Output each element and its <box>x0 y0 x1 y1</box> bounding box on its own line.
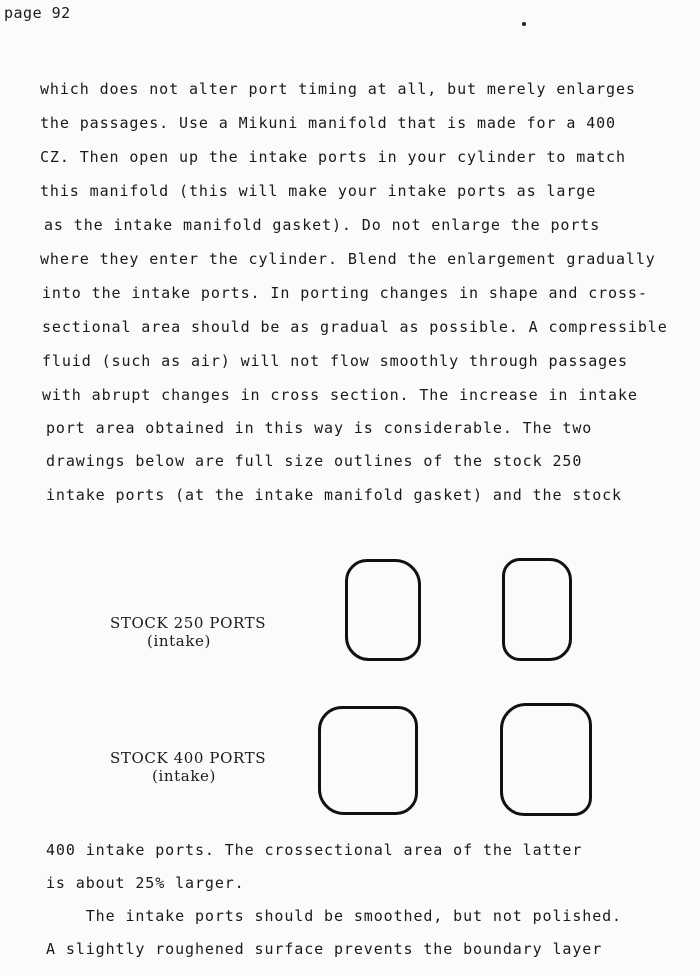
page-number: page 92 <box>4 4 71 22</box>
stock-250-label: STOCK 250 PORTS <box>110 614 267 632</box>
text-line: port area obtained in this way is considerable. The two <box>46 419 593 437</box>
stock-400-label: STOCK 400 PORTS <box>110 749 267 767</box>
text-line: where they enter the cylinder. Blend the enlargement gradually <box>40 250 656 268</box>
text-line: is about 25% larger. <box>46 874 245 892</box>
text-line: CZ. Then open up the intake ports in your cylinder to match <box>40 148 626 166</box>
ink-speck <box>522 22 526 26</box>
text-line: the passages. Use a Mikuni manifold that is made for a 400 <box>40 114 616 132</box>
text-line: intake ports (at the intake manifold gasket) and the stock <box>46 486 622 504</box>
stock-400-port-outline-right <box>500 703 592 816</box>
text-line: drawings below are full size outlines of the stock 250 <box>46 452 583 470</box>
stock-250-caption <box>110 614 267 650</box>
stock-400-caption <box>110 749 267 785</box>
text-line: into the intake ports. In porting changes in shape and cross- <box>42 284 648 302</box>
text-line: The intake ports should be smoothed, but not polished. <box>46 907 622 925</box>
text-line: sectional area should be as gradual as possible. A compressible <box>42 318 668 336</box>
stock-250-port-outline-left <box>345 559 421 661</box>
stock-400-sublabel: (intake) <box>152 767 216 785</box>
text-line: which does not alter port timing at all, but merely enlarges <box>40 80 636 98</box>
stock-250-port-outline-right <box>502 558 572 661</box>
text-line: this manifold (this will make your intake ports as large <box>40 182 597 200</box>
stock-250-sublabel: (intake) <box>147 632 211 650</box>
text-line: fluid (such as air) will not flow smoothly through passages <box>42 352 628 370</box>
text-line: A slightly roughened surface prevents the boundary layer <box>46 940 603 958</box>
stock-400-port-outline-left <box>318 706 418 815</box>
text-line: 400 intake ports. The crossectional area of the latter <box>46 841 583 859</box>
text-line: with abrupt changes in cross section. The increase in intake <box>42 386 638 404</box>
text-line: as the intake manifold gasket). Do not enlarge the ports <box>44 216 601 234</box>
